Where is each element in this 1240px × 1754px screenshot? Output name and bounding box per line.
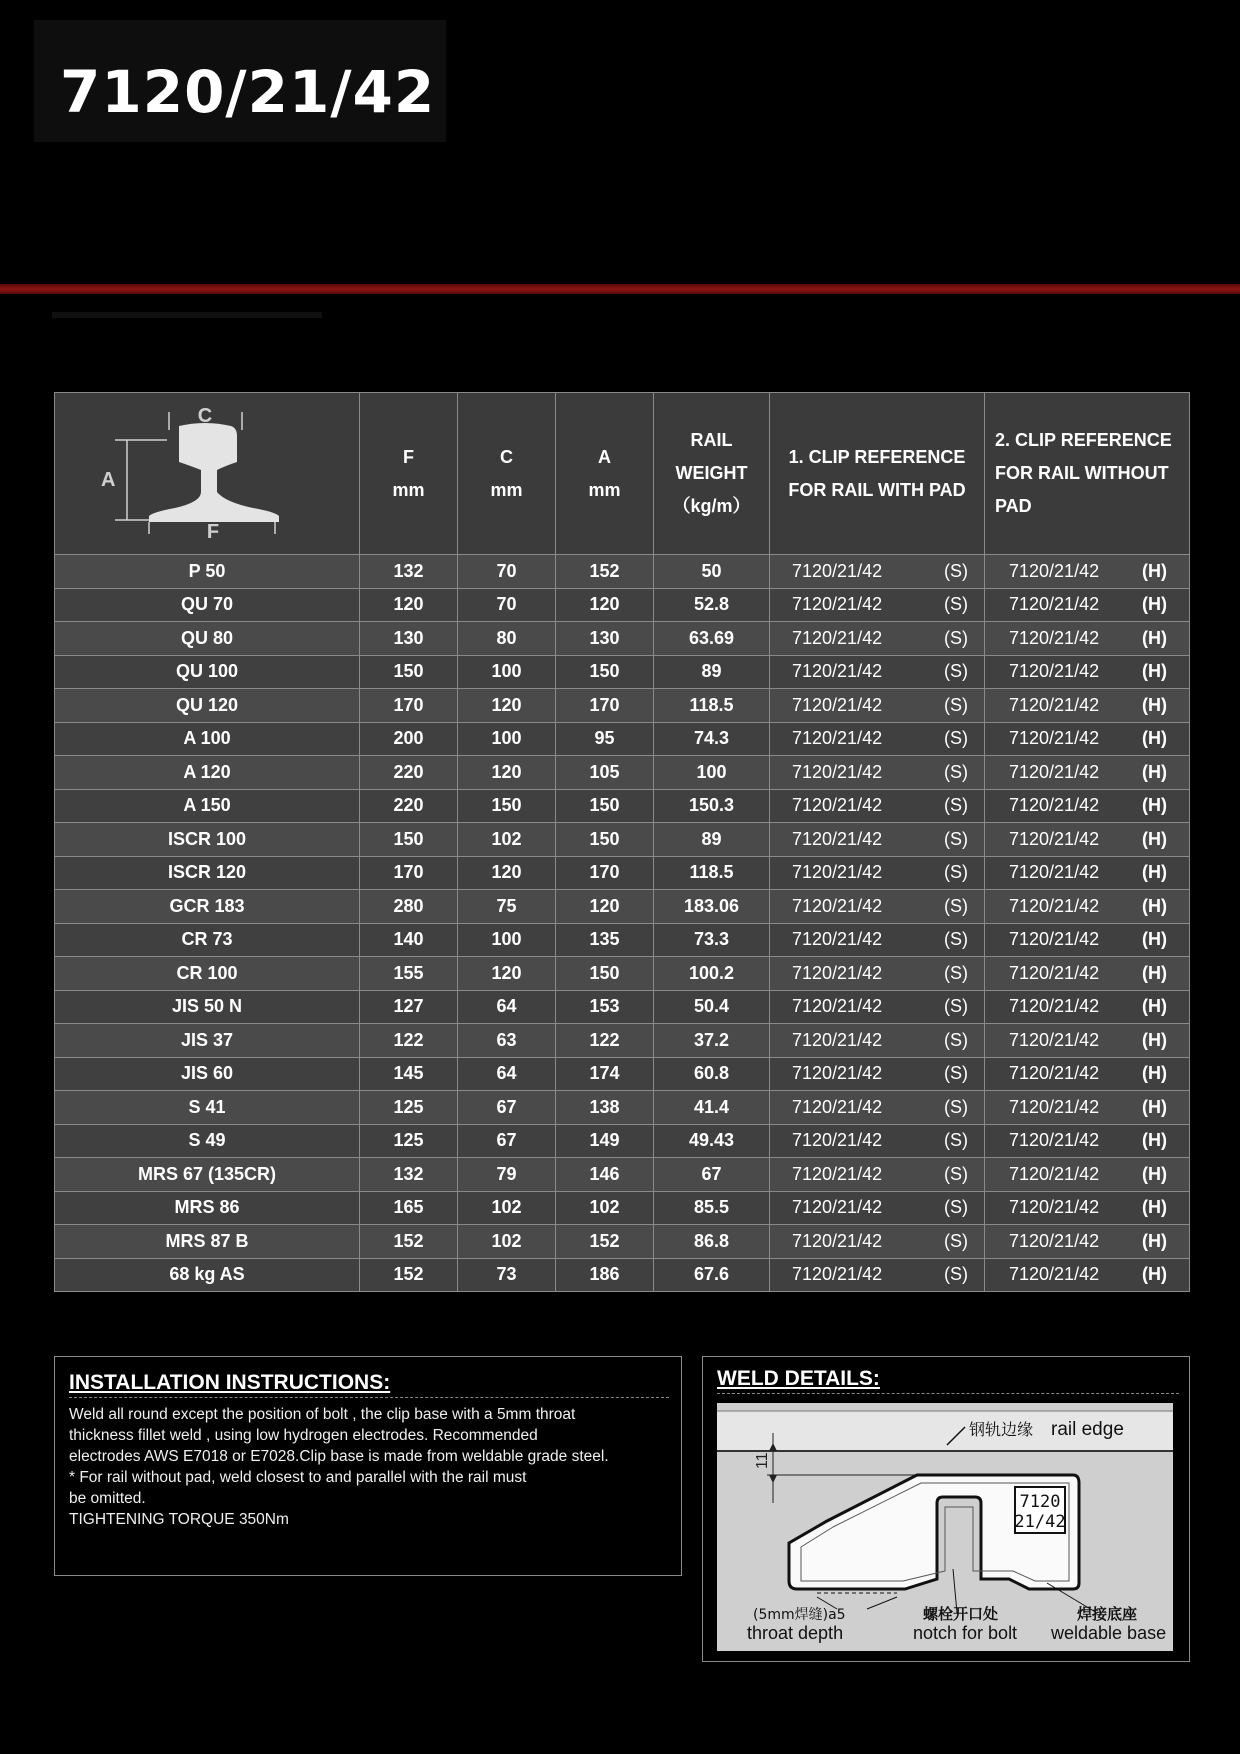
a-cell: 149 [556,1124,654,1158]
installation-heading: INSTALLATION INSTRUCTIONS: [69,1371,669,1398]
table-row [55,856,1190,890]
c-cell: 64 [458,1057,556,1091]
clip-suffix: (H) [1142,560,1167,581]
clip-with-pad-cell [770,588,985,622]
clip-code: 7120/21/42 [792,929,883,950]
clip-code: 7120/21/42 [1009,1264,1100,1285]
clip-without-pad-cell [985,923,1190,957]
header-rail-weight: RAIL WEIGHT （kg/m） [654,393,770,555]
header-clip-with-pad: 1. CLIP REFERENCE FOR RAIL WITH PAD [770,393,985,555]
notch-cn-label: 螺栓开口处 [923,1605,999,1623]
clip-without-pad-cell [985,1191,1190,1225]
a-cell: 120 [556,890,654,924]
clip-suffix: (H) [1142,795,1167,816]
table-row [55,756,1190,790]
clip-suffix: (S) [944,862,968,883]
rail-weight-cell: 60.8 [654,1057,770,1091]
clip-with-pad-cell [770,1124,985,1158]
clip-code: 7120/21/42 [1009,929,1100,950]
clip-code: 7120/21/42 [1009,560,1100,581]
clip-suffix: (H) [1142,1130,1167,1151]
a-cell: 170 [556,689,654,723]
a-cell: 105 [556,756,654,790]
table-row [55,655,1190,689]
f-cell: 132 [360,1158,458,1192]
clip-code: 7120/21/42 [792,661,883,682]
table-row [55,923,1190,957]
a-cell: 146 [556,1158,654,1192]
clip-without-pad-cell [985,1258,1190,1292]
faint-divider-strip [52,312,322,318]
clip-suffix: (S) [944,929,968,950]
clip-without-pad-cell [985,789,1190,823]
dim-c-label: C [197,405,213,427]
clip-suffix: (S) [944,627,968,648]
clip-code: 7120/21/42 [792,1163,883,1184]
a-cell: 170 [556,856,654,890]
rail-weight-cell: 41.4 [654,1091,770,1125]
clip-suffix: (H) [1142,828,1167,849]
clip-suffix: (S) [944,962,968,983]
c-cell: 64 [458,990,556,1024]
clip-suffix: (S) [944,1197,968,1218]
a-cell: 153 [556,990,654,1024]
rail-profile-diagram [87,398,327,538]
c-cell: 80 [458,622,556,656]
table-row [55,1258,1190,1292]
c-cell: 100 [458,722,556,756]
header-a: A mm [556,393,654,555]
clip-suffix: (S) [944,728,968,749]
clip-code: 7120/21/42 [792,895,883,916]
f-cell: 150 [360,823,458,857]
c-cell: 75 [458,890,556,924]
c-cell: 120 [458,756,556,790]
rail-weight-cell: 118.5 [654,689,770,723]
a-cell: 138 [556,1091,654,1125]
clip-code: 7120/21/42 [1009,1130,1100,1151]
rail-name-cell: P 50 [55,555,360,589]
clip-suffix: (S) [944,996,968,1017]
rail-weight-cell: 37.2 [654,1024,770,1058]
clip-with-pad-cell [770,823,985,857]
clip-with-pad-cell [770,1191,985,1225]
clip-code: 7120/21/42 [792,1130,883,1151]
rail-weight-cell: 100 [654,756,770,790]
clip-without-pad-cell [985,856,1190,890]
clip-without-pad-cell [985,1091,1190,1125]
clip-without-pad-cell [985,1124,1190,1158]
clip-suffix: (S) [944,560,968,581]
clip-code: 7120/21/42 [1009,694,1100,715]
clip-code: 7120/21/42 [1009,1063,1100,1084]
f-cell: 145 [360,1057,458,1091]
rail-edge-en-label: rail edge [1051,1419,1124,1440]
weld-stamp-line2: 21/42 [1014,1512,1066,1532]
clip-code: 7120/21/42 [1009,1096,1100,1117]
clip-suffix: (S) [944,795,968,816]
c-cell: 67 [458,1091,556,1125]
a-cell: 150 [556,789,654,823]
rail-name-cell: JIS 37 [55,1024,360,1058]
clip-code: 7120/21/42 [792,627,883,648]
clip-code: 7120/21/42 [1009,661,1100,682]
clip-code: 7120/21/42 [1009,1029,1100,1050]
clip-suffix: (S) [944,1230,968,1251]
clip-without-pad-cell [985,990,1190,1024]
f-cell: 155 [360,957,458,991]
clip-code: 7120/21/42 [792,1230,883,1251]
c-cell: 150 [458,789,556,823]
rail-weight-cell: 85.5 [654,1191,770,1225]
f-cell: 150 [360,655,458,689]
clip-code: 7120/21/42 [792,594,883,615]
clip-code: 7120/21/42 [1009,1230,1100,1251]
installation-body: Weld all round except the position of bolt , the clip base with a 5mm throat thickness fillet weld , using low hydrogen electrodes. Recommended electrodes AWS E7018 or E7028.Clip base is made from weldable grade steel. * For rail without pad, weld closest to and parallel with the rail must be omitted. TIGHTENING TORQUE 350Nm [69,1406,609,1528]
rail-weight-cell: 86.8 [654,1225,770,1259]
rail-name-cell: CR 73 [55,923,360,957]
clip-with-pad-cell [770,890,985,924]
clip-suffix: (H) [1142,728,1167,749]
clip-suffix: (H) [1142,594,1167,615]
clip-with-pad-cell [770,722,985,756]
clip-code: 7120/21/42 [792,560,883,581]
dim-a-label: A [101,469,116,491]
rail-name-cell: QU 100 [55,655,360,689]
clip-suffix: (S) [944,1130,968,1151]
c-cell: 102 [458,1225,556,1259]
c-cell: 79 [458,1158,556,1192]
a-cell: 95 [556,722,654,756]
clip-code: 7120/21/42 [792,1264,883,1285]
rail-weight-cell: 150.3 [654,789,770,823]
f-cell: 125 [360,1124,458,1158]
a-cell: 120 [556,588,654,622]
clip-with-pad-cell [770,923,985,957]
a-cell: 186 [556,1258,654,1292]
c-cell: 102 [458,823,556,857]
clip-code: 7120/21/42 [1009,862,1100,883]
notch-en-label: notch for bolt [913,1623,1018,1643]
rail-name-cell: ISCR 120 [55,856,360,890]
table-row [55,1091,1190,1125]
clip-with-pad-cell [770,622,985,656]
rail-name-cell: A 150 [55,789,360,823]
clip-code: 7120/21/42 [1009,795,1100,816]
clip-code: 7120/21/42 [1009,895,1100,916]
clip-code: 7120/21/42 [792,996,883,1017]
clip-suffix: (S) [944,895,968,916]
f-cell: 170 [360,689,458,723]
f-cell: 152 [360,1225,458,1259]
rail-weight-cell: 67 [654,1158,770,1192]
f-cell: 120 [360,588,458,622]
clip-code: 7120/21/42 [792,1096,883,1117]
rail-weight-cell: 74.3 [654,722,770,756]
c-cell: 120 [458,957,556,991]
clip-with-pad-cell [770,1091,985,1125]
f-cell: 220 [360,756,458,790]
table-header-row [55,393,1190,555]
a-cell: 135 [556,923,654,957]
rail-weight-cell: 100.2 [654,957,770,991]
f-cell: 170 [360,856,458,890]
f-cell: 152 [360,1258,458,1292]
throat-en-label: throat depth [747,1623,844,1643]
rail-name-cell: QU 70 [55,588,360,622]
f-cell: 122 [360,1024,458,1058]
rail-weight-cell: 118.5 [654,856,770,890]
c-cell: 63 [458,1024,556,1058]
clip-code: 7120/21/42 [1009,728,1100,749]
clip-code: 7120/21/42 [1009,627,1100,648]
weld-dim-label: 11 [754,1452,771,1469]
rail-name-cell: MRS 87 B [55,1225,360,1259]
table-row [55,1057,1190,1091]
clip-without-pad-cell [985,1024,1190,1058]
clip-suffix: (S) [944,1264,968,1285]
a-cell: 122 [556,1024,654,1058]
clip-code: 7120/21/42 [792,1063,883,1084]
clip-without-pad-cell [985,1225,1190,1259]
rail-weight-cell: 50 [654,555,770,589]
clip-code: 7120/21/42 [792,728,883,749]
clip-code: 7120/21/42 [1009,1163,1100,1184]
clip-suffix: (H) [1142,694,1167,715]
weld-diagram [717,1403,1173,1651]
c-cell: 102 [458,1191,556,1225]
c-cell: 70 [458,555,556,589]
a-cell: 152 [556,1225,654,1259]
table-row [55,1024,1190,1058]
clip-with-pad-cell [770,789,985,823]
rail-name-cell: A 100 [55,722,360,756]
rail-weight-cell: 183.06 [654,890,770,924]
table-row [55,1191,1190,1225]
clip-without-pad-cell [985,1057,1190,1091]
rail-name-cell: JIS 60 [55,1057,360,1091]
table-row [55,622,1190,656]
clip-with-pad-cell [770,856,985,890]
c-cell: 100 [458,923,556,957]
rail-weight-cell: 50.4 [654,990,770,1024]
weld-stamp-line1: 7120 [1019,1492,1061,1512]
clip-with-pad-cell [770,1057,985,1091]
table-row [55,789,1190,823]
rail-weight-cell: 67.6 [654,1258,770,1292]
throat-cn-label: (5mm焊缝)a5 [753,1607,846,1623]
clip-suffix: (S) [944,594,968,615]
a-cell: 150 [556,957,654,991]
table-row [55,555,1190,589]
clip-with-pad-cell [770,555,985,589]
header-clip-without-pad: 2. CLIP REFERENCE FOR RAIL WITHOUT PAD [985,393,1190,555]
clip-code: 7120/21/42 [792,962,883,983]
table-row [55,990,1190,1024]
clip-suffix: (S) [944,828,968,849]
clip-without-pad-cell [985,588,1190,622]
rail-weight-cell: 73.3 [654,923,770,957]
rail-clip-table [54,392,1190,1292]
base-en-label: weldable base [1051,1623,1167,1643]
clip-suffix: (H) [1142,1264,1167,1285]
clip-suffix: (H) [1142,627,1167,648]
clip-suffix: (H) [1142,1063,1167,1084]
c-cell: 100 [458,655,556,689]
clip-suffix: (H) [1142,1029,1167,1050]
c-cell: 73 [458,1258,556,1292]
clip-code: 7120/21/42 [792,795,883,816]
clip-without-pad-cell [985,555,1190,589]
clip-without-pad-cell [985,655,1190,689]
clip-code: 7120/21/42 [1009,962,1100,983]
header-f: F mm [360,393,458,555]
base-cn-label: 焊接底座 [1077,1605,1138,1623]
rail-name-cell: 68 kg AS [55,1258,360,1292]
installation-instructions-panel [54,1356,682,1576]
clip-suffix: (H) [1142,761,1167,782]
clip-without-pad-cell [985,890,1190,924]
f-cell: 127 [360,990,458,1024]
clip-with-pad-cell [770,957,985,991]
clip-suffix: (H) [1142,929,1167,950]
clip-suffix: (H) [1142,1163,1167,1184]
clip-code: 7120/21/42 [1009,828,1100,849]
clip-code: 7120/21/42 [792,862,883,883]
clip-with-pad-cell [770,756,985,790]
clip-suffix: (S) [944,1096,968,1117]
c-cell: 120 [458,689,556,723]
a-cell: 174 [556,1057,654,1091]
clip-without-pad-cell [985,823,1190,857]
table-row [55,1225,1190,1259]
clip-without-pad-cell [985,1158,1190,1192]
clip-suffix: (S) [944,661,968,682]
rail-name-cell: MRS 67 (135CR) [55,1158,360,1192]
clip-code: 7120/21/42 [1009,996,1100,1017]
f-cell: 280 [360,890,458,924]
clip-without-pad-cell [985,957,1190,991]
weld-heading: WELD DETAILS: [717,1367,1179,1394]
clip-suffix: (H) [1142,1197,1167,1218]
c-cell: 70 [458,588,556,622]
a-cell: 150 [556,823,654,857]
dim-f-label: F [206,521,220,538]
clip-code: 7120/21/42 [792,828,883,849]
rail-name-cell: JIS 50 N [55,990,360,1024]
f-cell: 165 [360,1191,458,1225]
f-cell: 130 [360,622,458,656]
rail-name-cell: QU 120 [55,689,360,723]
clip-suffix: (H) [1142,661,1167,682]
rail-name-cell: QU 80 [55,622,360,656]
rail-weight-cell: 49.43 [654,1124,770,1158]
rail-name-cell: GCR 183 [55,890,360,924]
red-divider [0,284,1240,294]
a-cell: 150 [556,655,654,689]
f-cell: 220 [360,789,458,823]
clip-code: 7120/21/42 [792,761,883,782]
rail-weight-cell: 89 [654,655,770,689]
clip-without-pad-cell [985,622,1190,656]
weld-diagram-svg [717,1403,1173,1651]
table-row [55,1158,1190,1192]
page-title: 7120/21/42 [60,58,436,126]
clip-without-pad-cell [985,689,1190,723]
clip-without-pad-cell [985,756,1190,790]
clip-with-pad-cell [770,1225,985,1259]
clip-suffix: (S) [944,761,968,782]
clip-suffix: (H) [1142,1230,1167,1251]
rail-name-cell: S 49 [55,1124,360,1158]
clip-suffix: (S) [944,1163,968,1184]
rail-weight-cell: 63.69 [654,622,770,656]
clip-suffix: (S) [944,694,968,715]
clip-with-pad-cell [770,990,985,1024]
table-row [55,823,1190,857]
rail-edge-cn-label: 钢轨边缘 [969,1420,1034,1439]
f-cell: 132 [360,555,458,589]
a-cell: 130 [556,622,654,656]
rail-name-cell: ISCR 100 [55,823,360,857]
c-cell: 67 [458,1124,556,1158]
clip-with-pad-cell [770,1024,985,1058]
table-row [55,588,1190,622]
clip-code: 7120/21/42 [792,1197,883,1218]
rail-profile-diagram-cell [55,393,360,555]
weld-details-panel [702,1356,1190,1662]
clip-with-pad-cell [770,689,985,723]
rail-weight-cell: 52.8 [654,588,770,622]
f-cell: 125 [360,1091,458,1125]
clip-code: 7120/21/42 [1009,594,1100,615]
c-cell: 120 [458,856,556,890]
clip-suffix: (S) [944,1063,968,1084]
clip-suffix: (H) [1142,862,1167,883]
clip-suffix: (H) [1142,1096,1167,1117]
clip-with-pad-cell [770,655,985,689]
clip-code: 7120/21/42 [792,694,883,715]
rail-name-cell: A 120 [55,756,360,790]
rail-name-cell: MRS 86 [55,1191,360,1225]
table-row [55,957,1190,991]
clip-with-pad-cell [770,1158,985,1192]
table-row [55,890,1190,924]
clip-suffix: (S) [944,1029,968,1050]
a-cell: 102 [556,1191,654,1225]
table-row [55,689,1190,723]
rail-name-cell: S 41 [55,1091,360,1125]
clip-with-pad-cell [770,1258,985,1292]
clip-code: 7120/21/42 [1009,1197,1100,1218]
table-row [55,722,1190,756]
rail-name-cell: CR 100 [55,957,360,991]
clip-suffix: (H) [1142,895,1167,916]
clip-without-pad-cell [985,722,1190,756]
clip-code: 7120/21/42 [792,1029,883,1050]
clip-suffix: (H) [1142,996,1167,1017]
header-c: C mm [458,393,556,555]
f-cell: 140 [360,923,458,957]
table-row [55,1124,1190,1158]
f-cell: 200 [360,722,458,756]
clip-suffix: (H) [1142,962,1167,983]
clip-code: 7120/21/42 [1009,761,1100,782]
a-cell: 152 [556,555,654,589]
rail-weight-cell: 89 [654,823,770,857]
